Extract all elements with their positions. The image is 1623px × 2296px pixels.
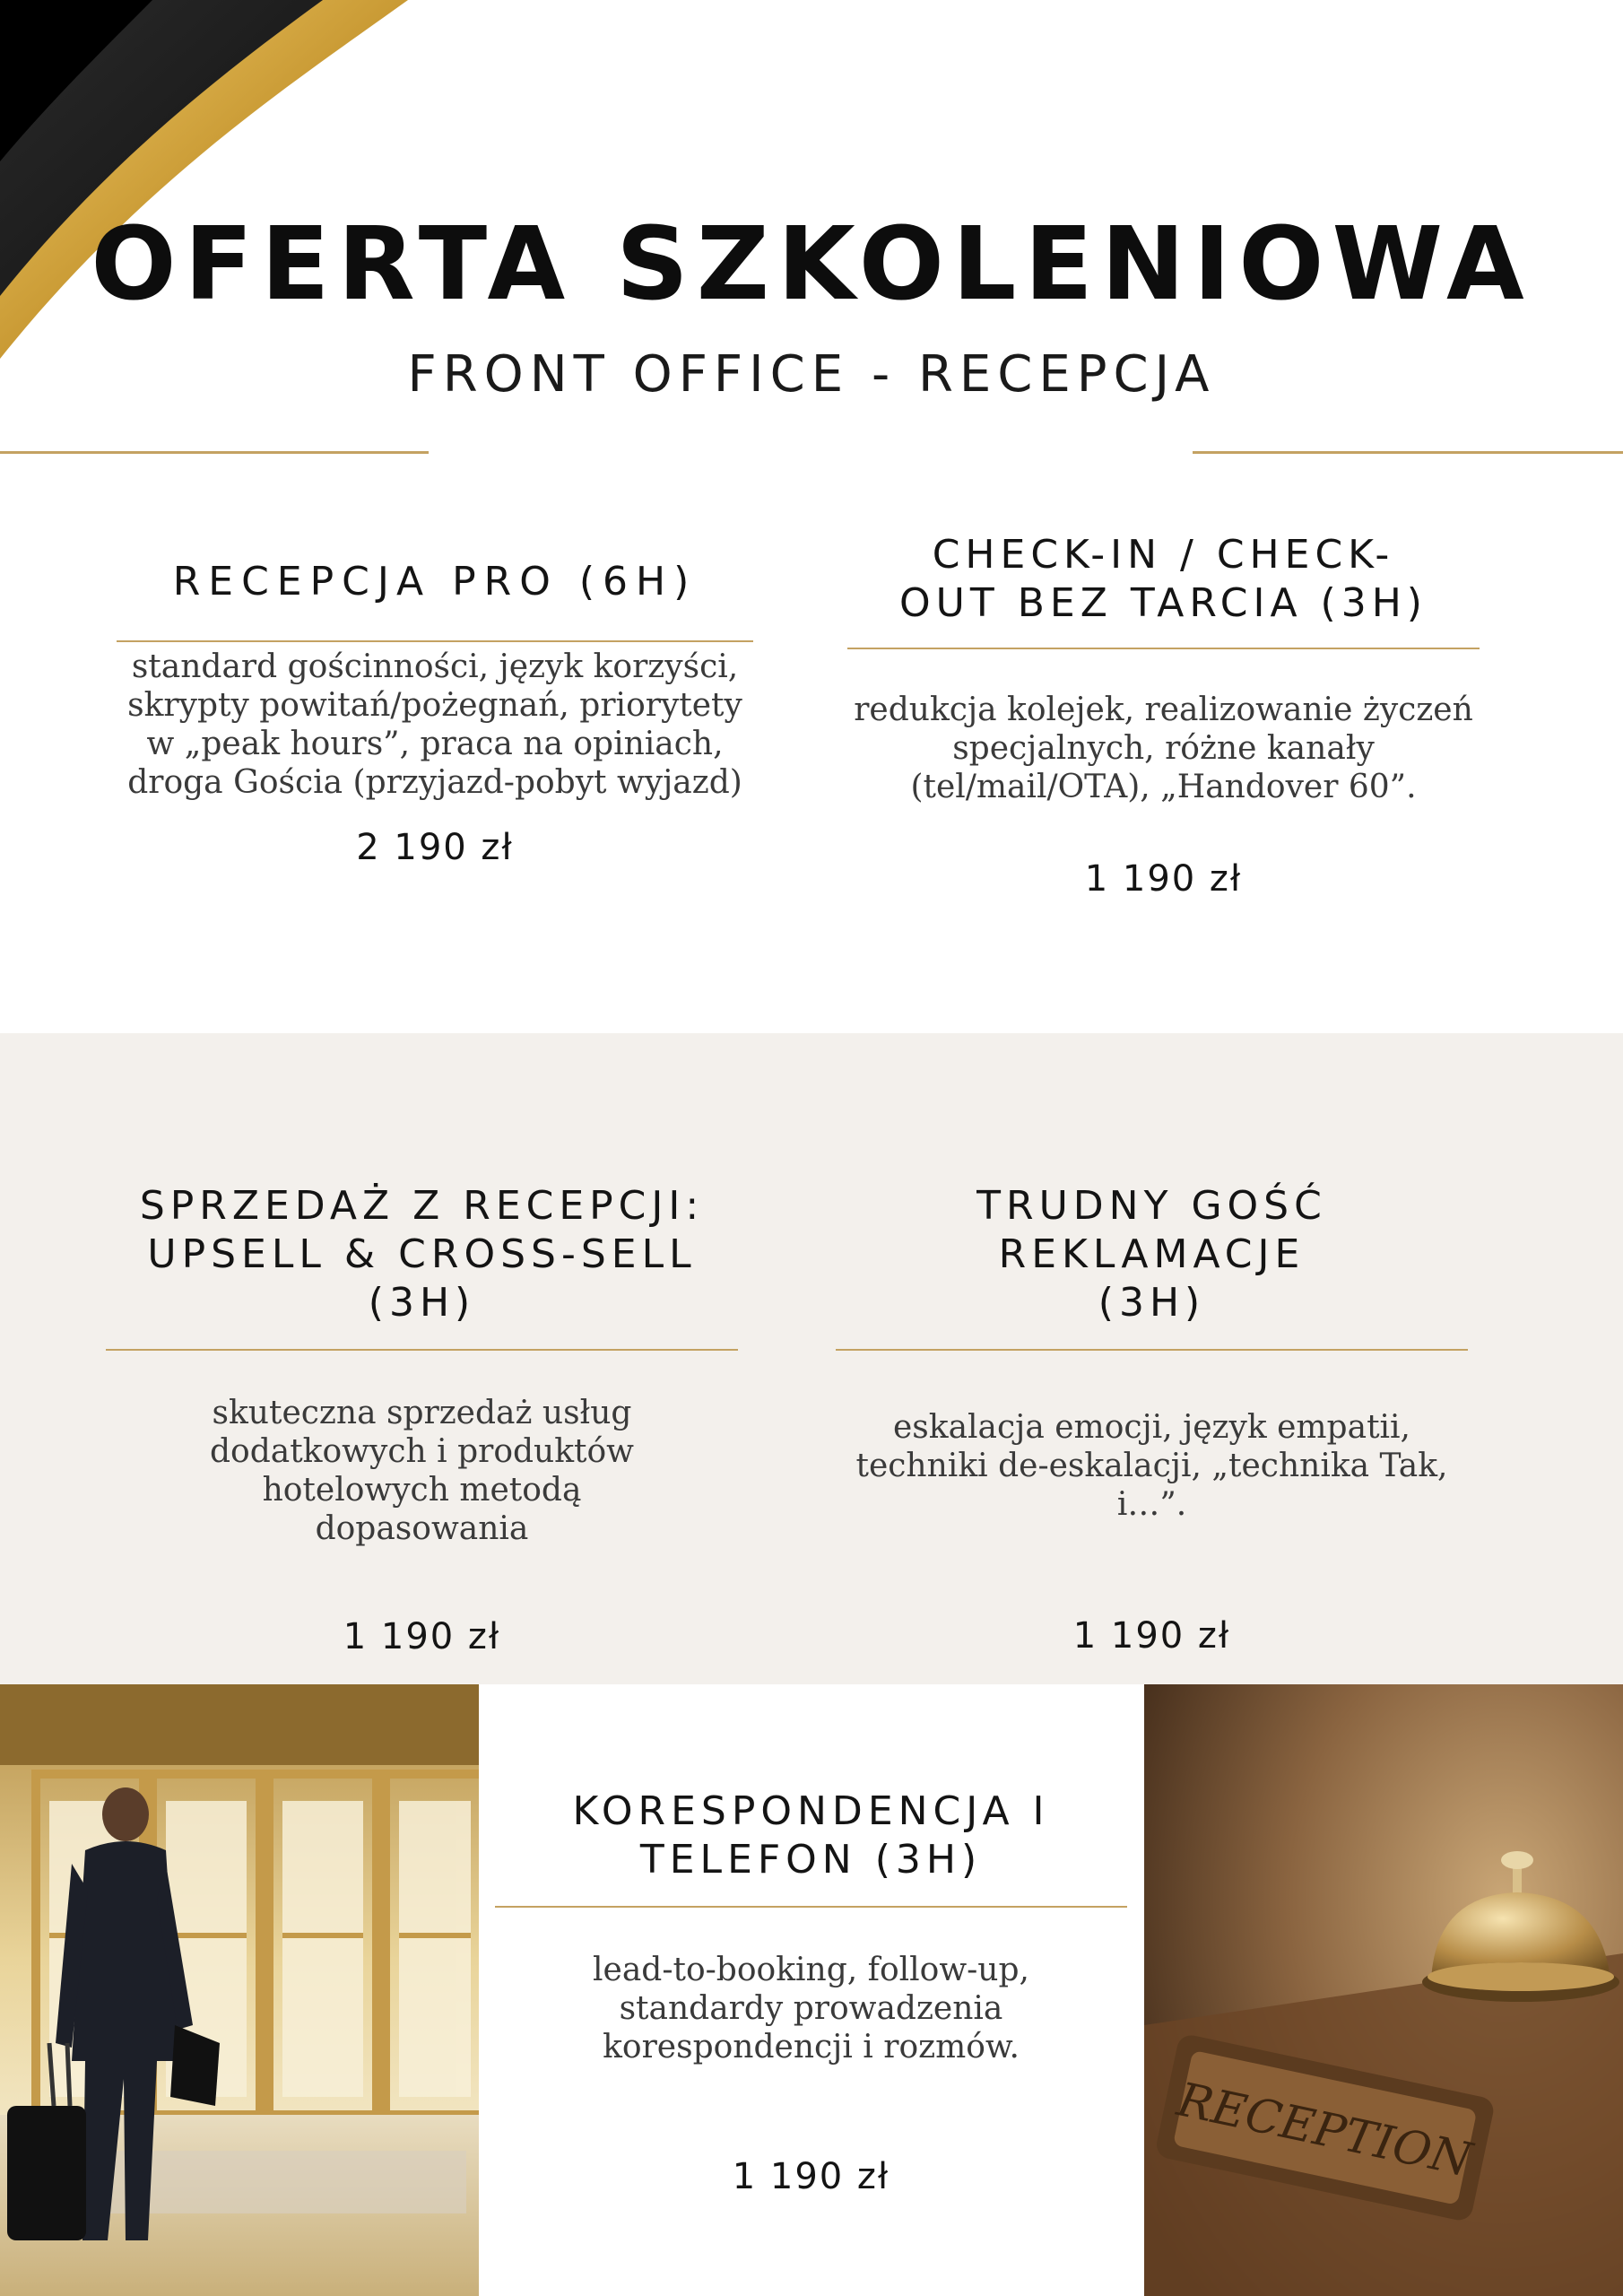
- course-price: 1 190 zł: [343, 1616, 501, 1657]
- divider-left: [0, 451, 429, 454]
- reception-sign-text: RECEPTION: [1172, 2073, 1477, 2188]
- course-description: eskalacja emocji, język empatii, techniki de-eskalacji, „technika Tak, i…”.: [855, 1409, 1448, 1523]
- course-title-rule: [495, 1906, 1127, 1908]
- course-description: lead-to-booking, follow-up, standardy prowadzenia korespondencji i rozmów.: [593, 1952, 1029, 2066]
- course-description: standard gościnności, język korzyści, skrypty powitań/pożegnań, priorytety w „peak hours”, praca na opiniach, droga Gościa (przyjazd-pobyt wyjazd): [127, 648, 742, 801]
- reception-bell-photo: [1144, 1684, 1623, 2296]
- lobby-photo: [0, 1684, 479, 2296]
- course-title-rule: [117, 640, 753, 642]
- course-description: redukcja kolejek, realizowanie życzeń specjalnych, różne kanały (tel/mail/OTA), „Handover 60”.: [854, 691, 1473, 805]
- course-card-sprzedaz: [106, 1182, 738, 1659]
- course-title: TRUDNY GOŚĆ REKLAMACJE (3H): [976, 1183, 1327, 1326]
- course-price: 1 190 zł: [1072, 1615, 1231, 1657]
- course-title-rule: [106, 1349, 738, 1351]
- course-card-korespondencja: [495, 1787, 1127, 2199]
- course-description: skuteczna sprzedaż usług dodatkowych i produktów hotelowych metodą dopasowania: [209, 1395, 634, 1547]
- course-card-trudny-gosc: [836, 1182, 1468, 1658]
- page-title: OFERTA SZKOLENIOWA: [91, 206, 1532, 323]
- divider-right: [1193, 451, 1623, 454]
- course-title-rule: [847, 648, 1480, 649]
- course-title-rule: [836, 1349, 1468, 1351]
- course-price: 1 190 zł: [1084, 858, 1243, 900]
- course-price: 1 190 zł: [732, 2156, 890, 2197]
- course-title: RECEPCJA PRO (6H): [172, 559, 698, 604]
- course-card-check-in: [847, 531, 1480, 901]
- course-price: 2 190 zł: [356, 827, 514, 868]
- course-title: SPRZEDAŻ Z RECEPCJI: UPSELL & CROSS-SELL (3H): [139, 1183, 705, 1326]
- course-card-recepcja-pro: [117, 538, 753, 870]
- page-subtitle: FRONT OFFICE - RECEPCJA: [407, 345, 1216, 404]
- course-title: KORESPONDENCJA I TELEFON (3H): [572, 1788, 1050, 1883]
- course-title: CHECK-IN / CHECK-OUT BEZ TARCIA (3H): [899, 532, 1428, 626]
